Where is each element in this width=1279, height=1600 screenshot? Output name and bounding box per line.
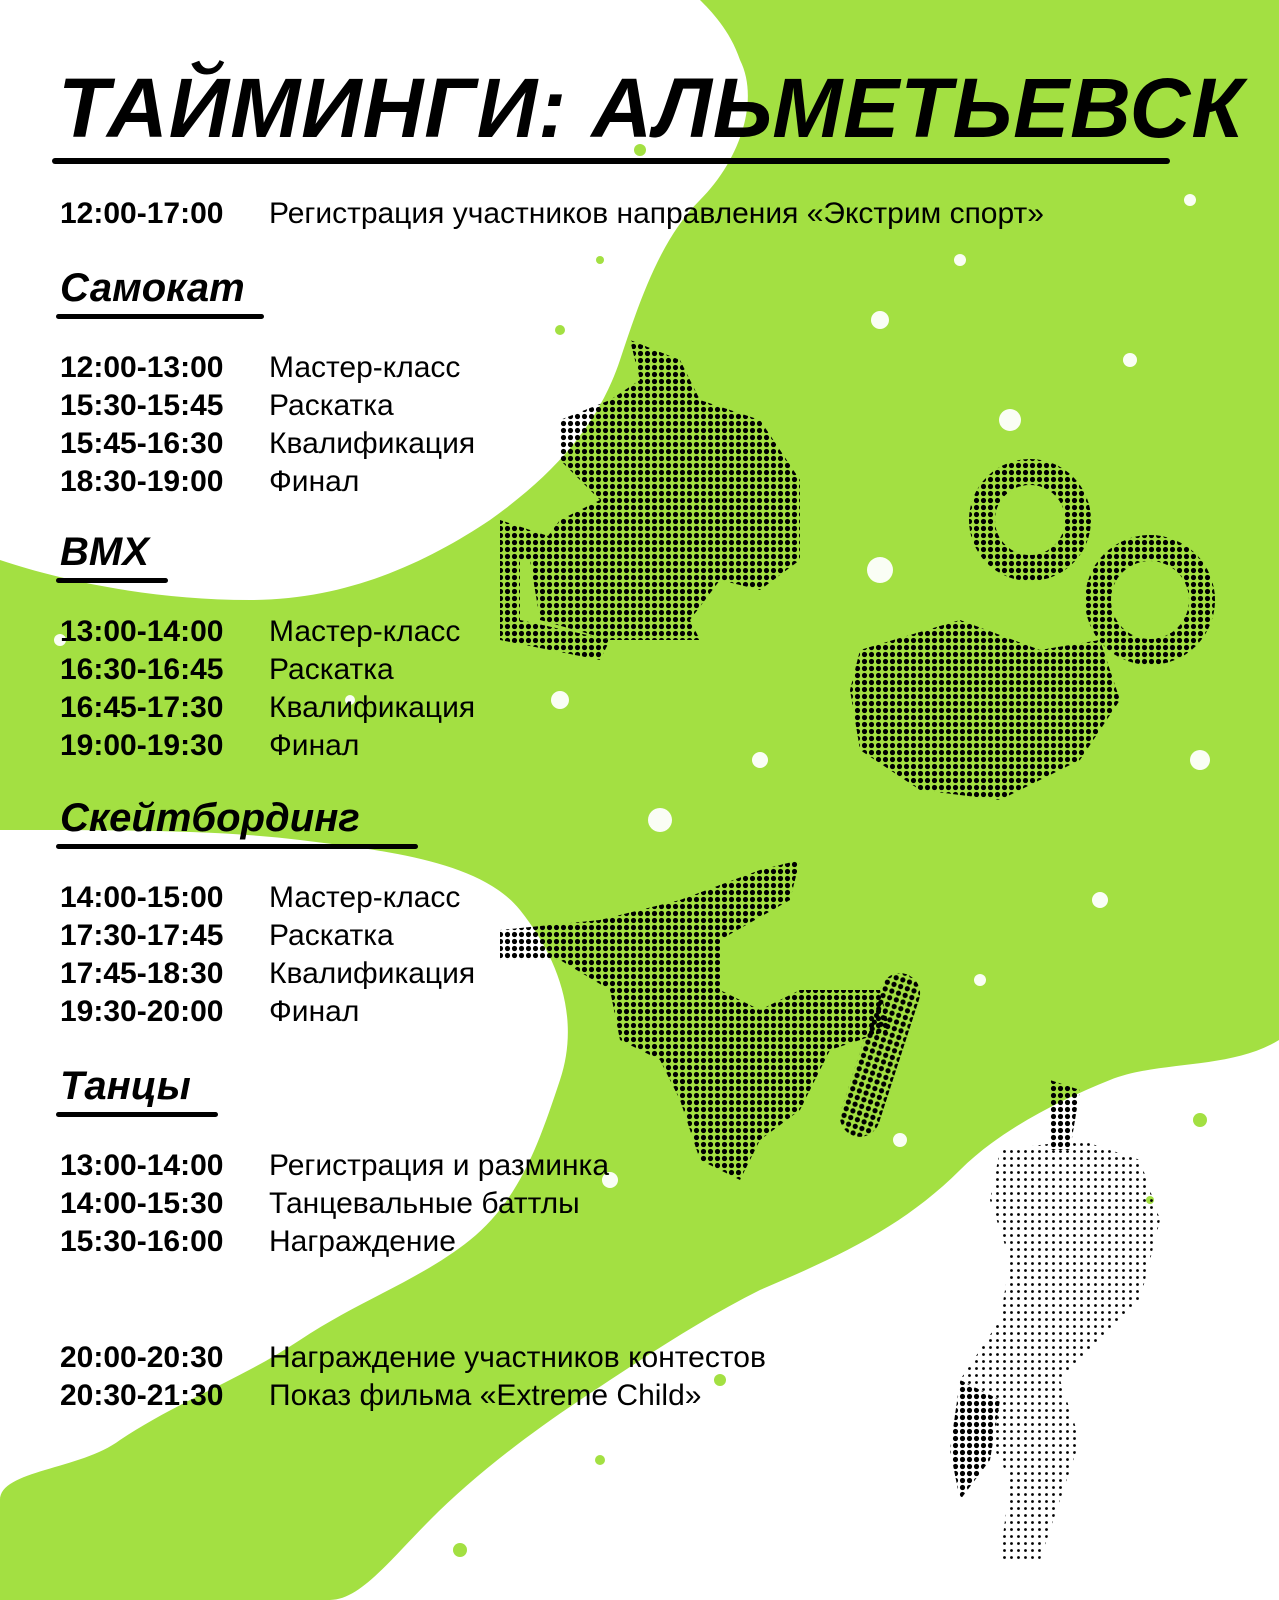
row-time: 17:45-18:30 bbox=[60, 957, 224, 990]
row-label: Квалификация bbox=[269, 427, 476, 460]
row-time: 19:30-20:00 bbox=[60, 995, 224, 1028]
section-underline-skateboarding bbox=[56, 844, 418, 849]
schedule-row bbox=[60, 426, 475, 462]
row-label: Награждение bbox=[269, 1225, 456, 1258]
row-time: 16:30-16:45 bbox=[60, 653, 224, 686]
schedule-row bbox=[60, 1148, 609, 1184]
row-time: 17:30-17:45 bbox=[60, 919, 224, 952]
schedule-row bbox=[60, 388, 394, 424]
row-time: 15:30-15:45 bbox=[60, 389, 224, 422]
row-time: 13:00-14:00 bbox=[60, 1149, 224, 1182]
row-label: Раскатка bbox=[269, 389, 394, 422]
row-label: Квалификация bbox=[269, 957, 476, 990]
schedule-row bbox=[60, 728, 359, 764]
row-time: 18:30-19:00 bbox=[60, 465, 224, 498]
row-label: Мастер-класс bbox=[269, 351, 461, 384]
row-time: 20:30-21:30 bbox=[60, 1379, 224, 1412]
row-label: Квалификация bbox=[269, 691, 476, 724]
closing-row bbox=[60, 1340, 766, 1376]
schedule-row bbox=[60, 918, 394, 954]
row-label: Финал bbox=[269, 729, 360, 762]
schedule-row bbox=[60, 614, 460, 650]
row-time: 12:00-13:00 bbox=[60, 351, 224, 384]
row-time: 15:45-16:30 bbox=[60, 427, 224, 460]
row-time: 14:00-15:00 bbox=[60, 881, 224, 914]
section-title-bmx: BMX bbox=[60, 530, 149, 574]
section-title-skateboarding: Скейтбординг bbox=[60, 796, 360, 840]
row-label: Награждение участников контестов bbox=[269, 1341, 766, 1374]
registration-label: Регистрация участников направления «Экстрим спорт» bbox=[269, 197, 1044, 230]
section-underline-scooter bbox=[56, 314, 264, 319]
schedule-row bbox=[60, 652, 394, 688]
row-label: Финал bbox=[269, 465, 360, 498]
row-label: Танцевальные баттлы bbox=[269, 1187, 580, 1220]
page-title: ТАЙМИНГИ: АЛЬМЕТЬЕВСК bbox=[58, 61, 1244, 155]
schedule-row bbox=[60, 350, 460, 386]
schedule-row bbox=[60, 880, 460, 916]
registration-time: 12:00-17:00 bbox=[60, 197, 224, 230]
row-time: 19:00-19:30 bbox=[60, 729, 224, 762]
section-title-dance: Танцы bbox=[60, 1064, 191, 1108]
row-time: 13:00-14:00 bbox=[60, 615, 224, 648]
row-label: Регистрация и разминка bbox=[269, 1149, 610, 1182]
row-time: 14:00-15:30 bbox=[60, 1187, 224, 1220]
schedule-row bbox=[60, 1186, 580, 1222]
row-time: 20:00-20:30 bbox=[60, 1341, 224, 1374]
section-underline-dance bbox=[56, 1112, 218, 1117]
schedule-row bbox=[60, 690, 475, 726]
row-label: Раскатка bbox=[269, 653, 394, 686]
schedule-row bbox=[60, 956, 475, 992]
section-title-scooter: Самокат bbox=[60, 266, 245, 310]
row-time: 15:30-16:00 bbox=[60, 1225, 224, 1258]
row-time: 16:45-17:30 bbox=[60, 691, 224, 724]
section-underline-bmx bbox=[56, 578, 168, 583]
registration-row bbox=[60, 196, 1044, 232]
row-label: Раскатка bbox=[269, 919, 394, 952]
closing-row bbox=[60, 1378, 701, 1414]
schedule-row bbox=[60, 1224, 456, 1260]
row-label: Мастер-класс bbox=[269, 615, 461, 648]
title-underline bbox=[52, 158, 1170, 164]
schedule-row bbox=[60, 464, 359, 500]
schedule-row bbox=[60, 994, 359, 1030]
row-label: Показ фильма «Extreme Child» bbox=[269, 1379, 702, 1412]
row-label: Финал bbox=[269, 995, 360, 1028]
row-label: Мастер-класс bbox=[269, 881, 461, 914]
